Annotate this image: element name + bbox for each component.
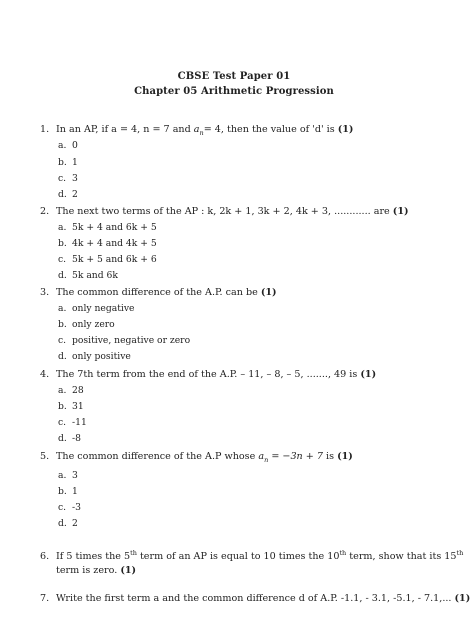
option-3b: b. only zero [58,319,115,330]
math-subscript: n [199,128,204,137]
math-variable: a [193,124,200,135]
question-text: The 7th term from the end of the A.P. – 11, – 8, – 5, ......., 49 is [56,369,361,380]
option-4b: b. 31 [58,401,84,412]
math-variable: a [258,451,265,462]
paper-title: CBSE Test Paper 01 [177,71,291,82]
option-3a: a. only negative [58,303,135,314]
question-number: 5. [40,451,50,462]
marks-label: (1) [392,206,409,217]
question-number: 4. [40,369,50,380]
math-formula: = −3n + 7 [268,451,323,462]
question-6: 6. If 5 times the 5th term of an AP is equal to 10 times the 10th term, show that its 15th [40,549,464,563]
question-3 [40,286,440,299]
option-1d: d. 2 [58,189,78,200]
question-4 [40,368,440,381]
marks-label: (1) [454,593,470,604]
question-number: 6. [40,551,50,563]
marks-label: (1) [360,369,377,380]
option-1b: b. 1 [58,157,78,168]
question-7 [40,592,470,605]
option-5a: a. 3 [58,470,78,481]
question-1 [40,123,440,140]
option-3c: c. positive, negative or zero [58,335,191,346]
option-2c: c. 5k + 5 and 6k + 6 [58,254,157,265]
option-3d: d. only positive [58,351,131,362]
option-5b: b. 1 [58,486,78,497]
option-5d: d. 2 [58,518,78,529]
option-2d: d. 5k and 6k [58,270,118,281]
question-6-continuation: term is zero. (1) [56,565,137,576]
option-4d: d. -8 [58,433,81,444]
marks-label: (1) [260,287,277,298]
chapter-title: Chapter 05 Arithmetic Progression [134,86,334,97]
question-5 [40,450,440,467]
question-text: In an AP, if a = 4, n = 7 and [56,124,194,135]
option-4a: a. 28 [58,385,84,396]
question-text: The common difference of the A.P whose [56,451,259,462]
question-text: The common difference of the A.P. can be [56,287,261,298]
question-text: The next two terms of the AP : k, 2k + 1, 3k + 2, 4k + 3, ............ are [56,206,393,217]
question-number: 1. [40,124,50,135]
option-2b: b. 4k + 4 and 4k + 5 [58,238,157,249]
math-subscript: n [264,455,269,464]
option-1c: c. 3 [58,173,78,184]
question-text-cont: is [322,451,338,462]
question-text-cont: = 4, then the value of 'd' is [203,124,338,135]
option-4c: c. -11 [58,417,87,428]
question-number: 2. [40,206,50,217]
option-1a: a. 0 [58,140,78,151]
option-5c: c. -3 [58,502,81,513]
marks-label: (1) [337,124,354,135]
marks-label: (1) [337,451,353,462]
question-2 [40,205,440,218]
question-number: 3. [40,287,50,298]
option-2a: a. 5k + 4 and 6k + 5 [58,222,157,233]
marks-label: (1) [120,565,137,576]
question-text: Write the first term a and the common difference d of A.P. -1.1, - 3.1, -5.1, - 7.1,... [56,593,455,604]
question-number: 7. [40,593,50,604]
